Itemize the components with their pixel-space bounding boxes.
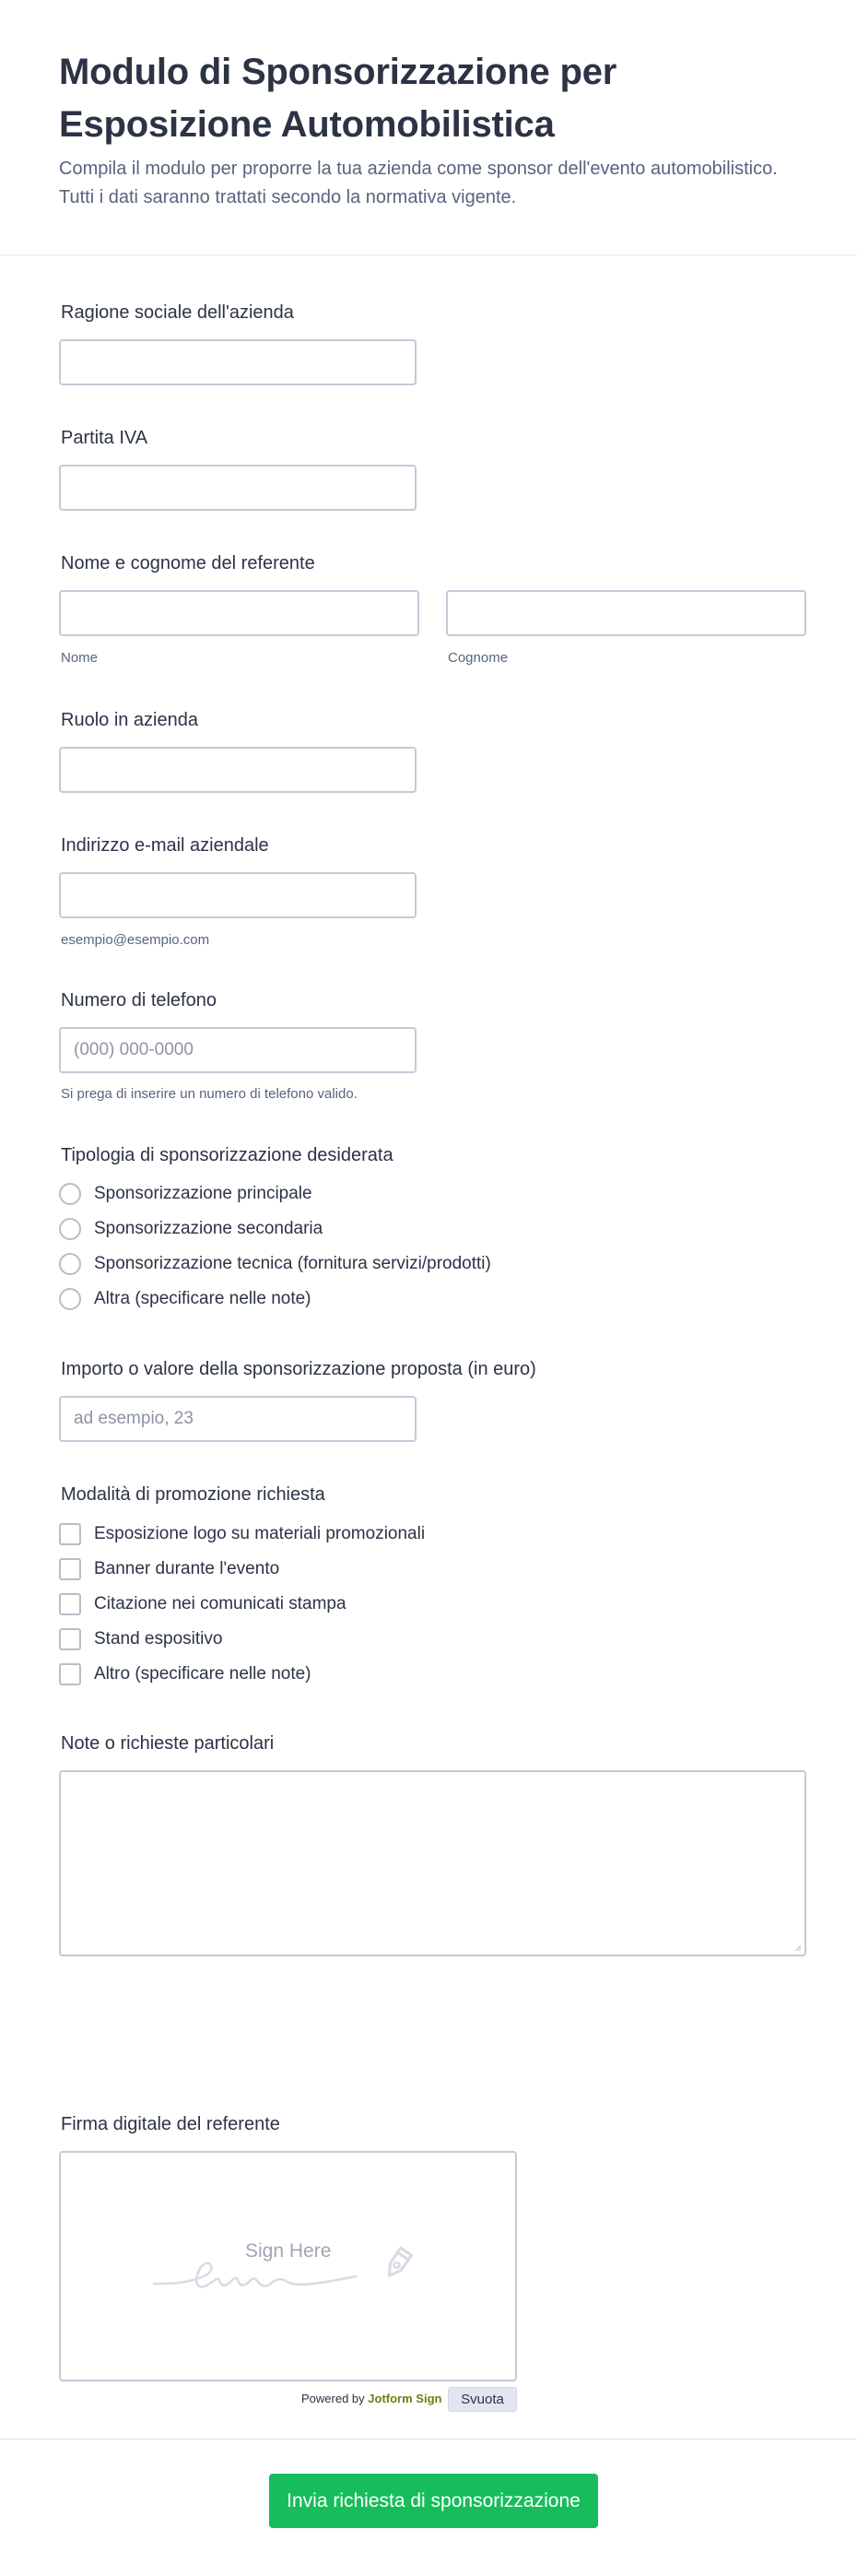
company-field	[59, 301, 294, 325]
vat-field	[59, 426, 147, 450]
email-input[interactable]	[59, 872, 417, 918]
checkbox[interactable]	[59, 1663, 81, 1685]
resize-grip-icon[interactable]	[792, 1943, 802, 1952]
vat-label: Partita IVA	[61, 428, 148, 448]
signature-label: Firma digitale del referente	[61, 2114, 280, 2134]
notes-field	[59, 1731, 274, 1755]
radio-button[interactable]	[59, 1183, 81, 1205]
phone-input[interactable]	[59, 1027, 417, 1073]
promotion-option[interactable]	[59, 1556, 279, 1582]
sponsorship-option[interactable]	[59, 1216, 323, 1242]
promotion-field	[59, 1483, 325, 1507]
vat-input[interactable]	[59, 465, 417, 511]
footer-divider	[0, 2439, 857, 2440]
radio-button[interactable]	[59, 1288, 81, 1310]
promotion-option-label: Esposizione logo su materiali promozionali	[94, 1524, 426, 1543]
powered-prefix: Powered by	[301, 2392, 365, 2405]
sponsorship-type-field	[59, 1143, 393, 1167]
amount-label: Importo o valore della sponsorizzazione proposta (in euro)	[61, 1359, 536, 1379]
role-field	[59, 708, 198, 732]
phone-sublabel: Si prega di inserire un numero di telefono valido.	[61, 1086, 358, 1102]
sponsorship-option-label: Sponsorizzazione secondaria	[94, 1219, 323, 1238]
email-sublabel: esempio@esempio.com	[61, 932, 210, 948]
phone-field	[59, 988, 217, 1012]
powered-brand: Jotform Sign	[368, 2392, 442, 2405]
notes-textarea[interactable]	[59, 1770, 806, 1956]
promotion-option[interactable]	[59, 1626, 222, 1652]
promotion-option-label: Stand espositivo	[94, 1629, 223, 1648]
radio-button[interactable]	[59, 1253, 81, 1275]
sponsorship-type-label: Tipologia di sponsorizzazione desiderata	[61, 1145, 393, 1165]
promotion-option[interactable]	[59, 1591, 346, 1617]
notes-label: Note o richieste particolari	[61, 1733, 275, 1754]
sponsorship-option-label: Altra (specificare nelle note)	[94, 1289, 311, 1308]
pen-icon	[376, 2243, 418, 2286]
promotion-option[interactable]	[59, 1661, 311, 1687]
first-name-input[interactable]	[59, 590, 419, 636]
amount-field	[59, 1357, 536, 1381]
promotion-option-label: Citazione nei comunicati stampa	[94, 1594, 346, 1613]
checkbox[interactable]	[59, 1628, 81, 1650]
clear-signature-button[interactable]: Svuota	[448, 2387, 517, 2412]
contact-field	[59, 551, 315, 575]
contact-label: Nome e cognome del referente	[61, 553, 315, 573]
role-input[interactable]	[59, 747, 417, 793]
amount-input[interactable]	[59, 1396, 417, 1442]
checkbox[interactable]	[59, 1523, 81, 1545]
powered-by	[301, 2392, 441, 2405]
phone-label: Numero di telefono	[61, 990, 217, 1010]
promotion-label: Modalità di promozione richiesta	[61, 1484, 325, 1505]
signature-field	[59, 2112, 280, 2136]
radio-button[interactable]	[59, 1218, 81, 1240]
form-title: Modulo di Sponsorizzazione per Esposizione Automobilistica	[59, 52, 617, 145]
email-field	[59, 833, 269, 857]
sponsorship-option-label: Sponsorizzazione principale	[94, 1184, 312, 1203]
sponsorship-option-label: Sponsorizzazione tecnica (fornitura servizi/prodotti)	[94, 1254, 491, 1273]
company-input[interactable]	[59, 339, 417, 385]
role-label: Ruolo in azienda	[61, 710, 198, 730]
form-header	[0, 0, 857, 255]
submit-button[interactable]: Invia richiesta di sponsorizzazione	[269, 2474, 598, 2528]
promotion-option[interactable]	[59, 1521, 425, 1547]
sponsorship-option[interactable]	[59, 1286, 311, 1312]
signature-placeholder: Sign Here	[245, 2240, 332, 2262]
checkbox[interactable]	[59, 1558, 81, 1580]
signature-pad[interactable]	[59, 2151, 517, 2381]
sponsorship-option[interactable]	[59, 1251, 491, 1277]
first-name-sublabel: Nome	[61, 650, 99, 666]
sponsorship-option[interactable]	[59, 1181, 312, 1207]
company-label: Ragione sociale dell'azienda	[61, 302, 294, 323]
promotion-option-label: Altro (specificare nelle note)	[94, 1664, 311, 1684]
checkbox[interactable]	[59, 1593, 81, 1615]
last-name-input[interactable]	[446, 590, 806, 636]
promotion-option-label: Banner durante l'evento	[94, 1559, 280, 1578]
form-subtitle: Compila il modulo per proporre la tua azienda come sponsor dell'evento automobilistico. Tutti i dati saranno trattati secondo la normativa vigente.	[59, 159, 778, 207]
email-label: Indirizzo e-mail aziendale	[61, 835, 269, 856]
last-name-sublabel: Cognome	[448, 650, 509, 666]
